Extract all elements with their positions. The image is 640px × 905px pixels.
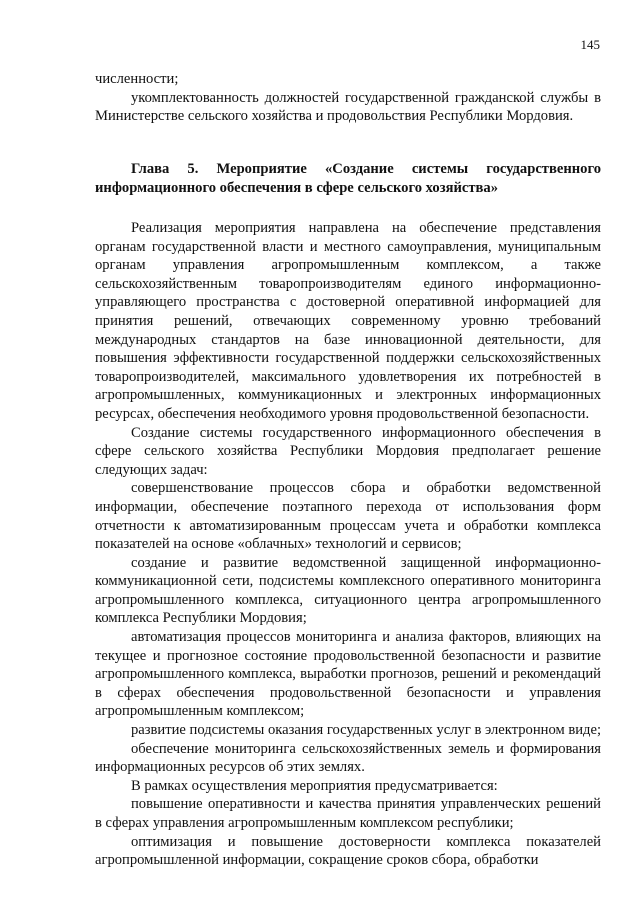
paragraph: В рамках осуществления мероприятия предусматривается: [131,777,498,794]
main-text-block [95,219,601,870]
page-number: 145 [580,37,600,52]
list-item: обеспечение мониторинга сельскохозяйственных земель и формирования информационных ресурсов об этих землях. [95,740,601,776]
paragraph: Реализация мероприятия направлена на обеспечение представления органам государственной власти и местного самоуправления, муниципальным органам управления агропромышленным комплексом, а также сельскохозяйственным товаропроизводителям единого информационно-управляющего пространства с достоверной оперативной информацией для принятия решений, отвечающих современному уровню требований международных стандартов на базе инновационной деятельности, для повышения эффективности государственной поддержки сельскохозяйственных товаропроизводителей, максимального удовлетворения их потребностей в агропромышленных, коммуникационных и электронных информационных ресурсах, обеспечения необходимого уровня продовольственной безопасности. [95,220,601,422]
paragraph: численности; [95,71,179,87]
list-item: повышение оперативности и качества принятия управленческих решений в сферах управления агропромышленным комплексом республики; [95,796,601,831]
paragraph: укомплектованность должностей государственной гражданской службы в Министерстве сельского хозяйства и продовольствия Республики Мордовия. [95,89,601,125]
list-item: развитие подсистемы оказания государственных услуг в электронном виде; [131,722,602,739]
chapter-heading: Глава 5. Мероприятие «Создание системы государственного информационного обеспечения в сфере сельского хозяйства» [95,161,601,196]
list-item: совершенствование процессов сбора и обработки ведомственной информации, обеспечение поэтапного перехода от использования форм отчетности к автоматизированным процессам учета и обработки комплекса показателей на основе «облачных» технологий и сервисов; [95,480,601,553]
top-text-block [95,70,601,126]
list-item: оптимизация и повышение достоверности комплекса показателей агропромышленной информации, сокращение сроков сбора, обработки [95,833,601,869]
paragraph: Создание системы государственного информационного обеспечения в сфере сельского хозяйства Республики Мордовия предполагает решение следующих задач: [95,424,601,478]
list-item: автоматизация процессов мониторинга и анализа факторов, влияющих на текущее и прогнозное состояние продовольственной безопасности и развитие агропромышленного комплекса, выработки прогнозов, решений и рекомендаций в сферах обеспечения продовольственной безопасности и управления агропромышленным комплексом; [95,629,601,720]
list-item: создание и развитие ведомственной защищенной информационно-коммуникационной сети, подсистемы комплексного оперативного мониторинга агропромышленного комплекса, ситуационного центра агропромышленного комплекса Республики Мордовия; [95,554,601,627]
